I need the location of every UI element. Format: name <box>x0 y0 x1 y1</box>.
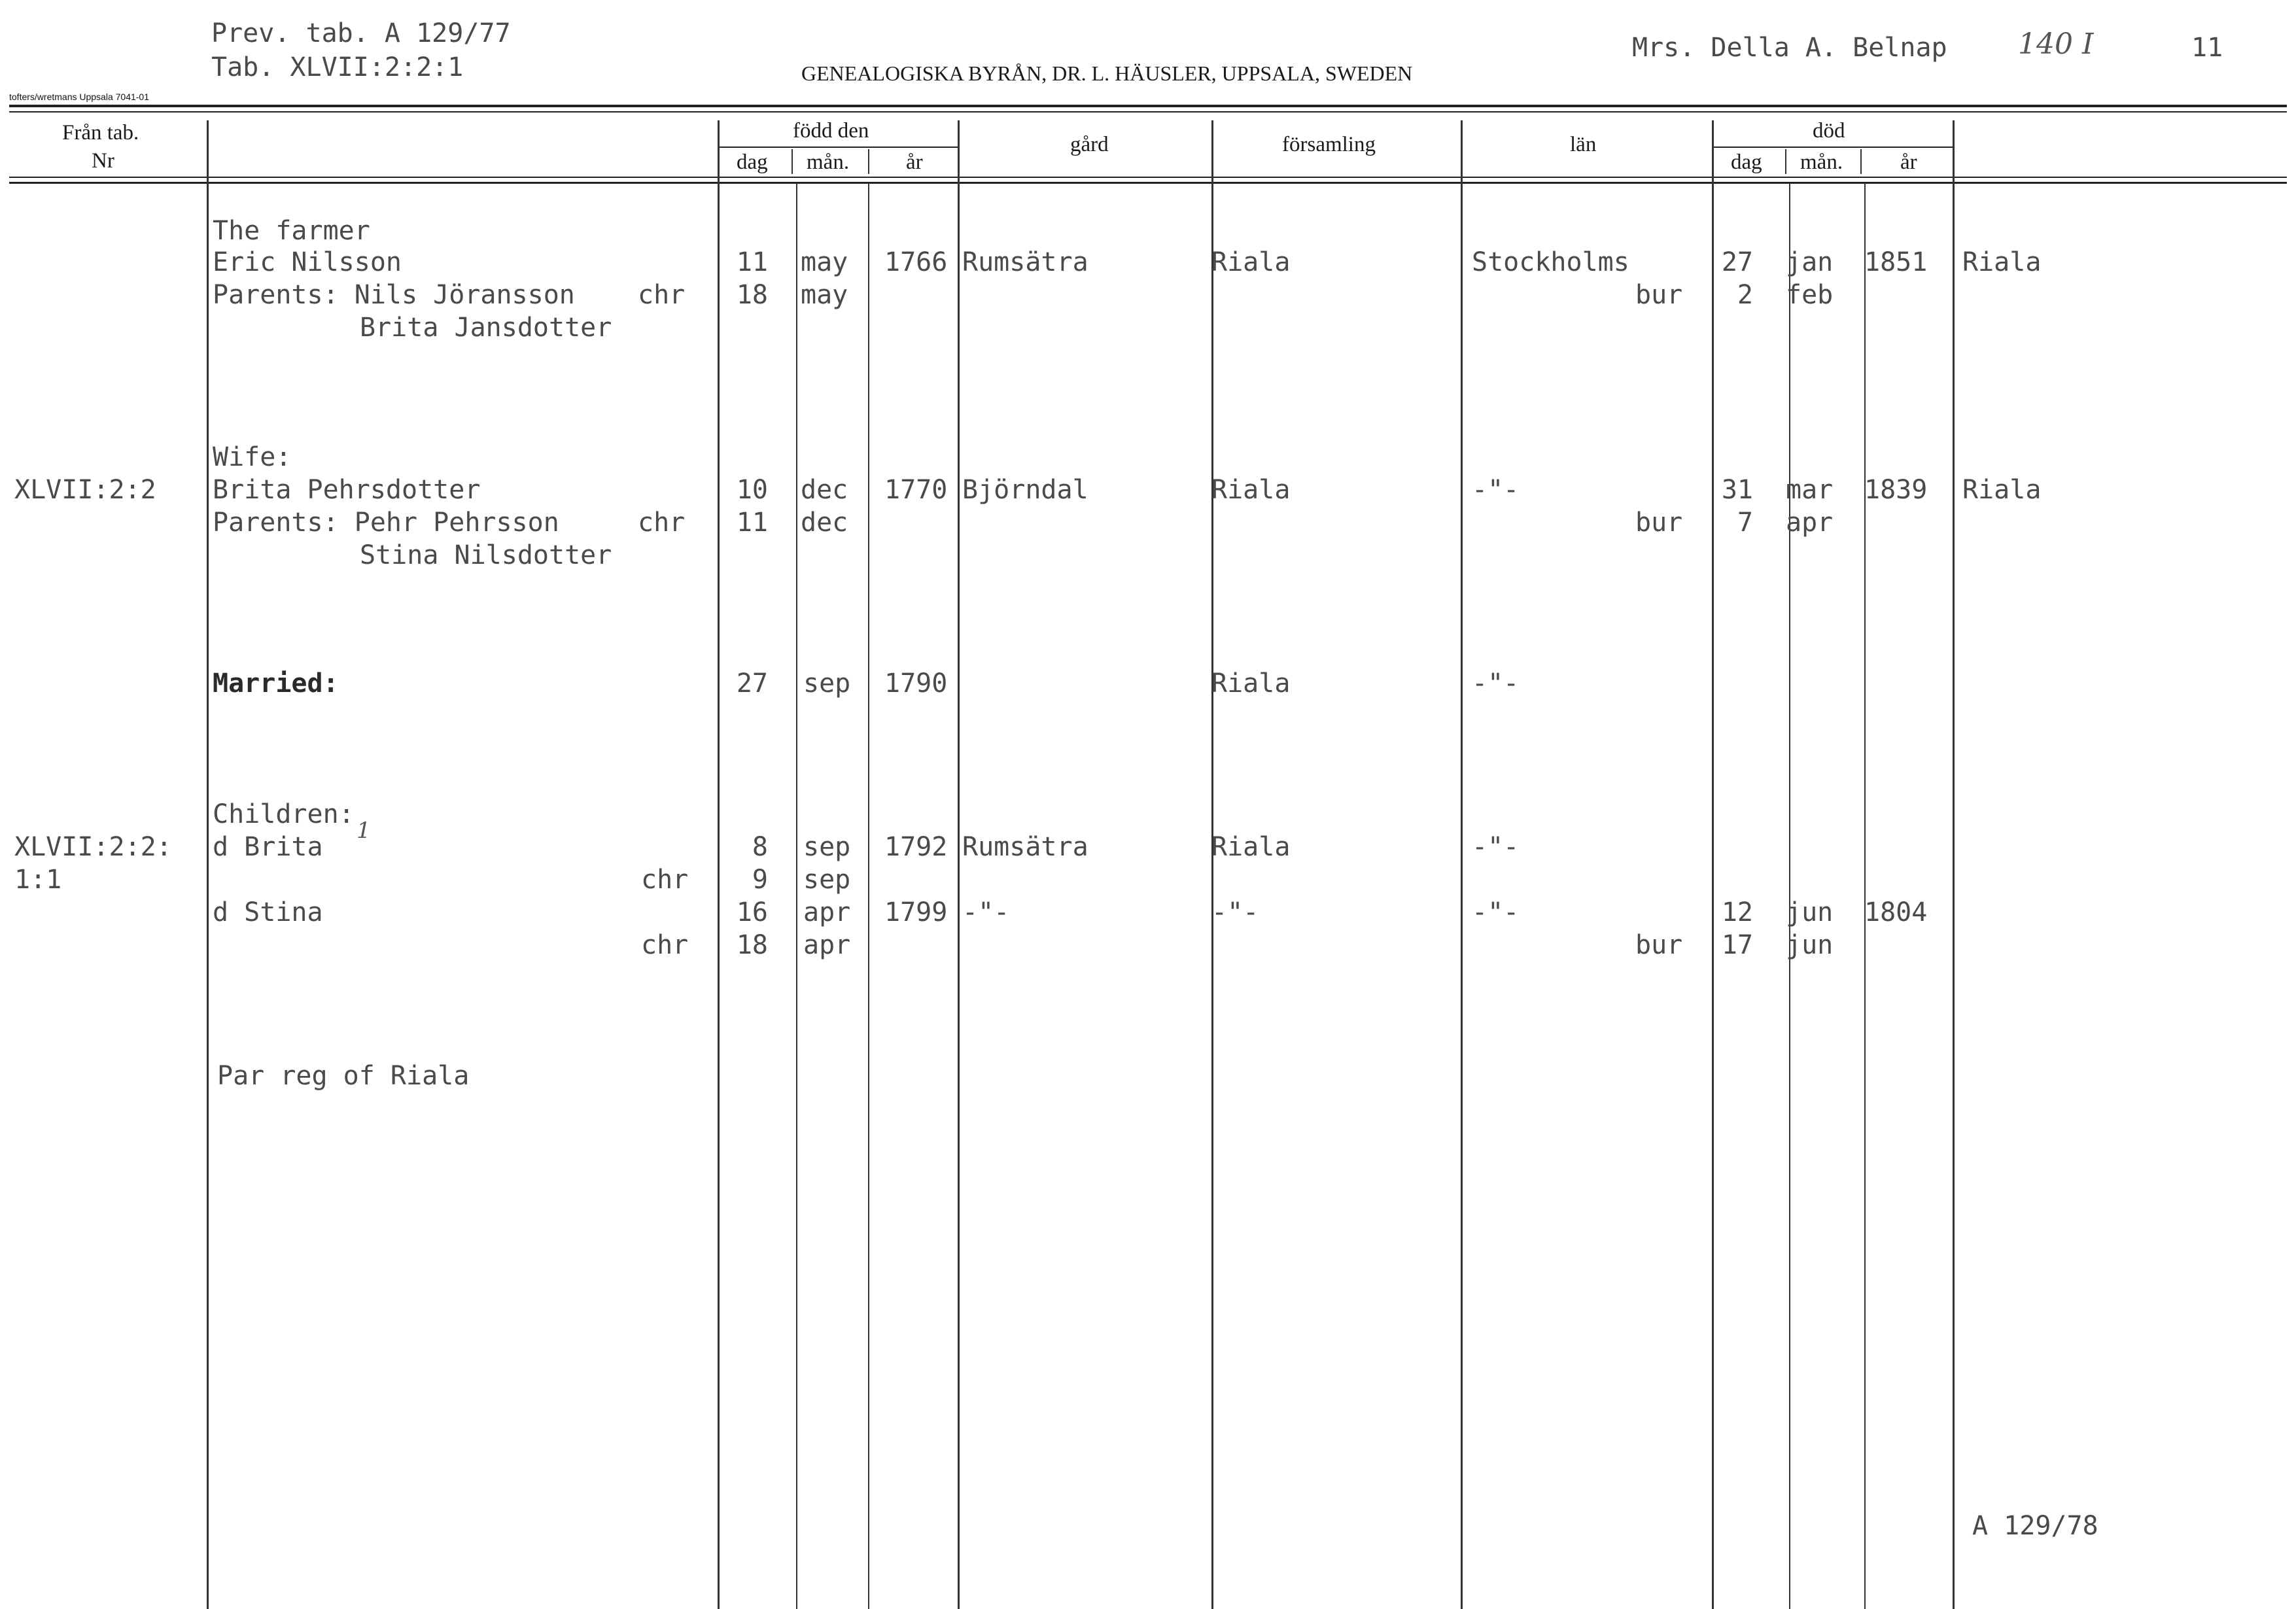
farmer-chr-month: may <box>801 280 848 310</box>
wife-parents: Parents: Pehr Pehrsson <box>213 508 559 538</box>
farmer-parish: Riala <box>1211 247 1291 277</box>
farmer-birth-year: 1766 <box>884 247 948 277</box>
married-label: Married: <box>213 668 339 699</box>
child2-bur-day: 17 <box>1721 930 1753 960</box>
header-birth-ar: år <box>906 150 923 174</box>
child2-bur-month: jun <box>1786 930 1834 960</box>
farmer-birth-month: may <box>801 247 848 277</box>
wife-death-year: 1839 <box>1864 475 1928 505</box>
child2-birth-day: 16 <box>736 897 768 927</box>
header-death-ar: år <box>1900 150 1917 174</box>
wife-chr-day: 11 <box>736 508 768 538</box>
farmer-chr-label: chr <box>638 280 686 310</box>
header-fran-tab: Från tab. <box>62 121 139 145</box>
wife-death-month: mar <box>1786 475 1834 505</box>
child1-chr-day: 9 <box>752 865 768 895</box>
header-birth-dag: dag <box>737 150 768 174</box>
wife-chr-month: dec <box>801 508 848 538</box>
married-month: sep <box>803 668 851 699</box>
header-fodd-den: född den <box>793 119 869 143</box>
child1-chr-month: sep <box>803 865 851 895</box>
wife-farm: Björndal <box>962 475 1088 505</box>
farmer-chr-day: 18 <box>736 280 768 310</box>
wife-death-day: 31 <box>1721 475 1753 505</box>
page-number: 11 <box>2191 33 2223 63</box>
child2-chr-label: chr <box>641 930 689 960</box>
wife-title: Wife: <box>213 442 292 472</box>
child1-farm: Rumsätra <box>962 832 1088 862</box>
wife-death-place: Riala <box>1962 475 2042 505</box>
header-birth-man: mån. <box>807 150 850 174</box>
farmer-mother: Brita Jansdotter <box>360 313 612 343</box>
wife-parish: Riala <box>1211 475 1291 505</box>
farmer-parents: Parents: Nils Jöransson <box>213 280 575 310</box>
child2-birth-month: apr <box>803 897 851 927</box>
child2-birth-year: 1799 <box>884 897 948 927</box>
child1-county: -"- <box>1472 832 1520 862</box>
header-lan: län <box>1570 133 1597 156</box>
married-day: 27 <box>736 668 768 699</box>
wife-birth-day: 10 <box>736 475 768 505</box>
header-death-dag: dag <box>1731 150 1762 174</box>
child2-death-year: 1804 <box>1864 897 1928 927</box>
wife-name: Brita Pehrsdotter <box>213 475 481 505</box>
farmer-bur-month: feb <box>1786 280 1834 310</box>
wife-birth-year: 1770 <box>884 475 948 505</box>
child2-death-day: 12 <box>1721 897 1753 927</box>
wife-birth-month: dec <box>801 475 848 505</box>
child2-death-month: jun <box>1786 897 1834 927</box>
wife-bur-label: bur <box>1635 508 1683 538</box>
child1-birth-day: 8 <box>752 832 768 862</box>
source-note: Par reg of Riala <box>217 1061 470 1091</box>
farmer-title: The farmer <box>213 216 370 246</box>
bureau-title: GENEALOGISKA BYRÅN, DR. L. HÄUSLER, UPPSALA, SWEDEN <box>801 61 1413 85</box>
client-name: Mrs. Della A. Belnap <box>1632 33 1947 63</box>
child1-chr-label: chr <box>641 865 689 895</box>
farmer-bur-label: bur <box>1635 280 1683 310</box>
child2-chr-day: 18 <box>736 930 768 960</box>
wife-bur-day: 7 <box>1737 508 1753 538</box>
married-year: 1790 <box>884 668 948 699</box>
farmer-death-year: 1851 <box>1864 247 1928 277</box>
wife-chr-label: chr <box>638 508 686 538</box>
child1-birth-month: sep <box>803 832 851 862</box>
farmer-birth-day: 11 <box>736 247 768 277</box>
farmer-county: Stockholms <box>1472 247 1629 277</box>
wife-county: -"- <box>1472 475 1520 505</box>
married-parish: Riala <box>1211 668 1291 699</box>
child2-bur-label: bur <box>1635 930 1683 960</box>
child1-handwritten-mark: 1 <box>357 818 371 844</box>
child1-birth-year: 1792 <box>884 832 948 862</box>
child1-ref-b: 1:1 <box>14 865 62 895</box>
wife-ref: XLVII:2:2 <box>14 475 156 505</box>
wife-bur-month: apr <box>1786 508 1834 538</box>
wife-mother: Stina Nilsdotter <box>360 540 612 570</box>
child1-ref-a: XLVII:2:2: <box>14 832 172 862</box>
child1-name: d Brita <box>213 832 323 862</box>
header-gard: gård <box>1070 133 1109 156</box>
farmer-death-month: jan <box>1786 247 1834 277</box>
header-nr: Nr <box>92 149 114 173</box>
farmer-farm: Rumsätra <box>962 247 1088 277</box>
child2-name: d Stina <box>213 897 323 927</box>
header-dod: död <box>1813 119 1845 143</box>
prev-tab-ref: Prev. tab. A 129/77 <box>211 18 511 48</box>
next-tab-ref: A 129/78 <box>1972 1511 2098 1541</box>
child2-farm: -"- <box>962 897 1010 927</box>
farmer-name: Eric Nilsson <box>213 247 402 277</box>
child1-parish: Riala <box>1211 832 1291 862</box>
tab-ref: Tab. XLVII:2:2:1 <box>211 52 464 82</box>
child2-parish: -"- <box>1211 897 1259 927</box>
married-county: -"- <box>1472 668 1520 699</box>
header-forsamling: församling <box>1282 133 1376 156</box>
header-death-man: mån. <box>1800 150 1843 174</box>
child2-county: -"- <box>1472 897 1520 927</box>
child2-chr-month: apr <box>803 930 851 960</box>
printer-imprint: tofters/wretmans Uppsala 7041-01 <box>9 92 149 102</box>
handwritten-note: 140 I <box>2018 27 2094 61</box>
farmer-bur-day: 2 <box>1737 280 1753 310</box>
farmer-death-day: 27 <box>1721 247 1753 277</box>
children-label: Children: <box>213 799 355 829</box>
farmer-death-place: Riala <box>1962 247 2042 277</box>
